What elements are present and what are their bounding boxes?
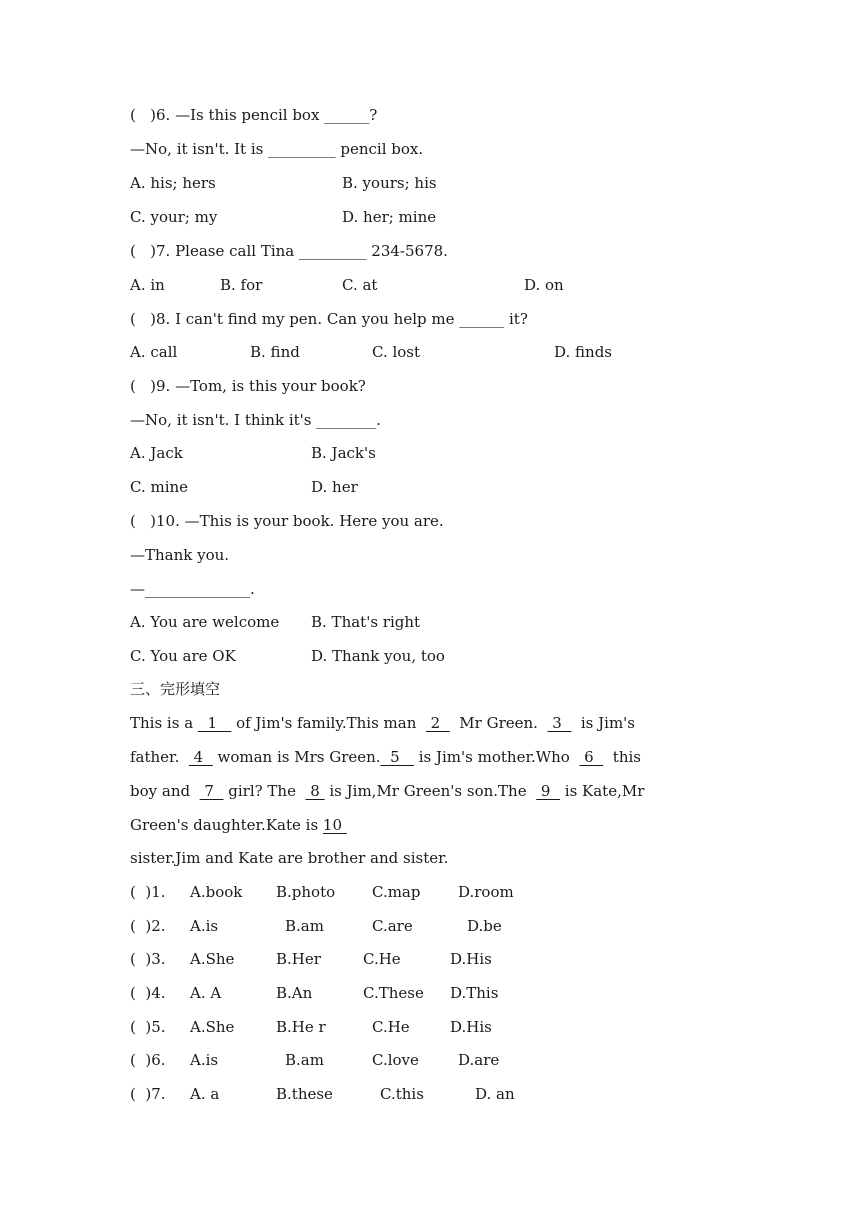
option-b: B. That's right bbox=[311, 613, 421, 631]
question-10-line3: —______________. bbox=[130, 580, 255, 598]
option-b: B.He r bbox=[276, 1018, 326, 1036]
option-c: C.He bbox=[363, 950, 401, 968]
question-9-options-row2 bbox=[130, 477, 530, 497]
blank-7: 7 bbox=[199, 782, 224, 800]
question-8-options bbox=[130, 342, 650, 362]
question-10-line2: —Thank you. bbox=[130, 546, 230, 564]
question-6-options-row2 bbox=[130, 207, 530, 227]
option-a: A. call bbox=[130, 343, 178, 361]
blank-1: 1 bbox=[197, 714, 232, 732]
option-a: A.book bbox=[190, 883, 243, 901]
option-a: A.is bbox=[190, 917, 219, 935]
item-number: ( )3. bbox=[130, 950, 166, 968]
cloze-item-6 bbox=[130, 1050, 550, 1070]
option-d: D. on bbox=[524, 276, 564, 294]
option-d: D. an bbox=[475, 1085, 515, 1103]
option-b: B.am bbox=[285, 1051, 324, 1069]
option-d: D.His bbox=[450, 950, 492, 968]
passage-text: of Jim's family.This man bbox=[231, 714, 426, 732]
blank-2: 2 bbox=[425, 714, 450, 732]
cloze-item-5 bbox=[130, 1017, 550, 1037]
question-6-followup: —No, it isn't. It is _________ pencil box. bbox=[130, 140, 424, 158]
blank-9: 9 bbox=[536, 782, 560, 800]
question-9-options-row1 bbox=[130, 443, 530, 463]
option-c: C. You are OK bbox=[130, 647, 236, 665]
passage-text: this bbox=[603, 748, 641, 766]
option-c: C.this bbox=[380, 1085, 424, 1103]
option-c: C.He bbox=[372, 1018, 410, 1036]
item-number: ( )6. bbox=[130, 1051, 166, 1069]
question-10-stem: ( )10. —This is your book. Here you are. bbox=[130, 512, 444, 530]
passage-text: Mr Green. bbox=[449, 714, 548, 732]
option-d: D. finds bbox=[554, 343, 612, 361]
option-b: B. Jack's bbox=[311, 444, 376, 462]
option-c: C. mine bbox=[130, 478, 189, 496]
option-b: B.Her bbox=[276, 950, 321, 968]
question-9-followup: —No, it isn't. I think it's ________. bbox=[130, 411, 382, 429]
cloze-passage-line5: sister.Jim and Kate are brother and sister. bbox=[130, 849, 449, 867]
passage-text: is Jim's mother.Who bbox=[413, 748, 580, 766]
option-c: C.love bbox=[372, 1051, 419, 1069]
option-a: A. in bbox=[130, 276, 165, 294]
option-c: C.are bbox=[372, 917, 413, 935]
cloze-item-3 bbox=[130, 949, 550, 969]
option-c: C.These bbox=[363, 984, 424, 1002]
passage-text: is Jim,Mr Green's son.The bbox=[324, 782, 537, 800]
option-d: D.room bbox=[458, 883, 514, 901]
option-c: C.map bbox=[372, 883, 421, 901]
option-b: B. yours; his bbox=[342, 174, 437, 192]
option-b: B.these bbox=[276, 1085, 333, 1103]
option-a: A. A bbox=[190, 984, 222, 1002]
section-title: 三、完形填空 bbox=[130, 680, 221, 698]
option-a: A.She bbox=[190, 950, 235, 968]
question-8-stem: ( )8. I can't find my pen. Can you help me ______ it? bbox=[130, 310, 528, 328]
option-b: B.am bbox=[285, 917, 324, 935]
question-10-options-row2 bbox=[130, 646, 530, 666]
option-b: B. for bbox=[220, 276, 263, 294]
option-d: D.be bbox=[467, 917, 502, 935]
option-d: D.His bbox=[450, 1018, 492, 1036]
cloze-item-4 bbox=[130, 983, 550, 1003]
item-number: ( )2. bbox=[130, 917, 166, 935]
passage-text: Green's daughter.Kate is bbox=[130, 816, 323, 834]
blank-3: 3 bbox=[547, 714, 572, 732]
option-c: C. at bbox=[342, 276, 378, 294]
blank-10: 10 bbox=[322, 816, 347, 834]
passage-text: woman is Mrs Green. bbox=[212, 748, 381, 766]
passage-text: girl? The bbox=[223, 782, 306, 800]
option-d: D. Thank you, too bbox=[311, 647, 445, 665]
option-b: B.An bbox=[276, 984, 313, 1002]
option-d: D. her; mine bbox=[342, 208, 437, 226]
item-number: ( )7. bbox=[130, 1085, 166, 1103]
question-9-stem: ( )9. —Tom, is this your book? bbox=[130, 377, 366, 395]
option-b: B.photo bbox=[276, 883, 336, 901]
option-a: A. a bbox=[190, 1085, 220, 1103]
question-7-stem: ( )7. Please call Tina _________ 234-5678. bbox=[130, 242, 448, 260]
item-number: ( )1. bbox=[130, 883, 166, 901]
cloze-item-1 bbox=[130, 882, 550, 902]
option-c: C. lost bbox=[372, 343, 421, 361]
option-d: D.This bbox=[450, 984, 499, 1002]
passage-text: This is a bbox=[130, 714, 198, 732]
cloze-passage-line3 bbox=[130, 781, 644, 801]
passage-text: is Kate,Mr bbox=[560, 782, 645, 800]
cloze-passage-line2 bbox=[130, 747, 641, 767]
option-a: A.is bbox=[190, 1051, 219, 1069]
passage-text: father. bbox=[130, 748, 189, 766]
question-7-options bbox=[130, 275, 630, 295]
item-number: ( )4. bbox=[130, 984, 166, 1002]
blank-6: 6 bbox=[579, 748, 604, 766]
question-6-stem: ( )6. —Is this pencil box ______? bbox=[130, 106, 378, 124]
option-a: A. Jack bbox=[130, 444, 183, 462]
option-c: C. your; my bbox=[130, 208, 218, 226]
passage-text: is Jim's bbox=[571, 714, 635, 732]
option-b: B. find bbox=[250, 343, 300, 361]
question-10-options-row1 bbox=[130, 612, 530, 632]
option-d: D.are bbox=[458, 1051, 500, 1069]
blank-5: 5 bbox=[380, 748, 414, 766]
cloze-item-7 bbox=[130, 1084, 550, 1104]
option-a: A.She bbox=[190, 1018, 235, 1036]
blank-8: 8 bbox=[305, 782, 325, 800]
option-a: A. his; hers bbox=[130, 174, 216, 192]
option-a: A. You are welcome bbox=[130, 613, 280, 631]
item-number: ( )5. bbox=[130, 1018, 166, 1036]
question-6-options-row1 bbox=[130, 173, 530, 193]
cloze-passage-line4 bbox=[130, 815, 347, 835]
cloze-item-2 bbox=[130, 916, 550, 936]
option-d: D. her bbox=[311, 478, 358, 496]
passage-text: boy and bbox=[130, 782, 200, 800]
cloze-passage-line1 bbox=[130, 713, 635, 733]
blank-4: 4 bbox=[188, 748, 213, 766]
